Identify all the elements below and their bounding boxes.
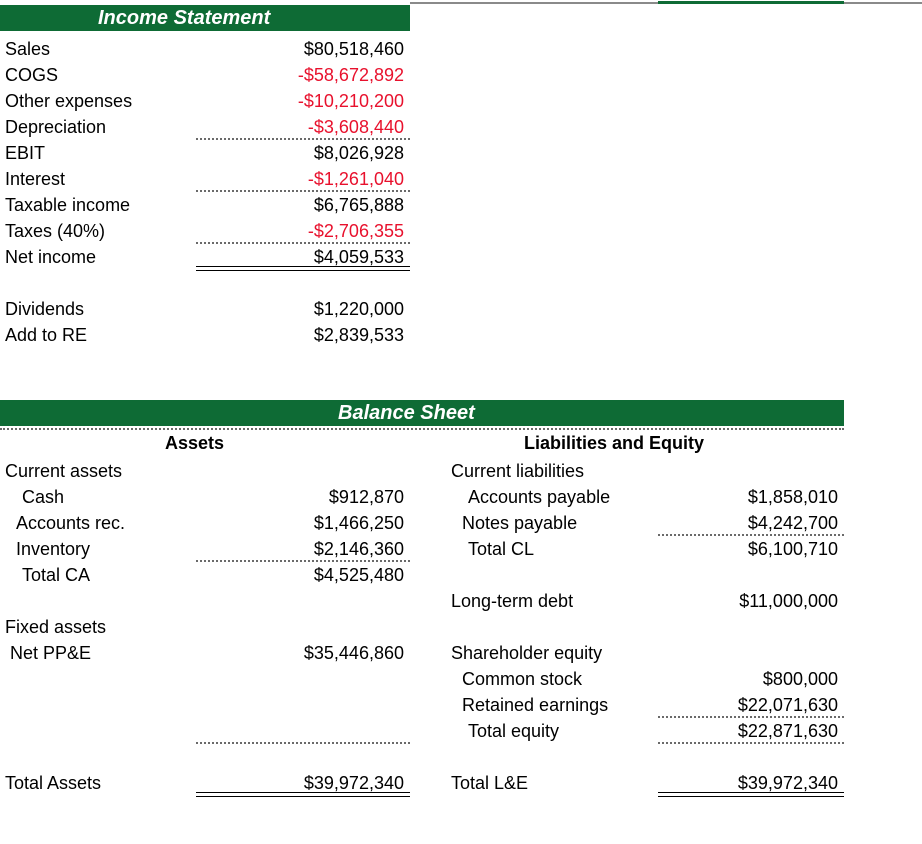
notes-payable-value: $4,242,700 — [747, 513, 838, 533]
accounts-payable-label: Accounts payable — [468, 487, 611, 507]
sales-value: $80,518,460 — [303, 39, 404, 59]
long-term-debt-value: $11,000,000 — [739, 591, 838, 611]
interest-label: Interest — [5, 169, 66, 189]
net-income-label: Net income — [5, 247, 97, 267]
cogs-label: COGS — [5, 65, 59, 85]
total-assets-value: $39,972,340 — [303, 773, 404, 793]
assets-blank-underline — [196, 742, 410, 744]
taxes-label: Taxes (40%) — [5, 221, 106, 241]
net-ppe-value: $35,446,860 — [303, 643, 404, 663]
current-liabilities-label: Current liabilities — [451, 461, 585, 481]
cogs-value: -$58,672,892 — [297, 65, 404, 85]
accounts-rec-label: Accounts rec. — [16, 513, 126, 533]
balance-sheet-title: Balance Sheet — [338, 402, 475, 424]
total-cl-label: Total CL — [468, 539, 535, 559]
top-border-green — [658, 1, 844, 4]
total-assets-double-underline — [196, 792, 410, 797]
depreciation-value: -$3,608,440 — [307, 117, 404, 137]
total-assets-label: Total Assets — [5, 773, 102, 793]
interest-underline — [196, 190, 410, 192]
fixed-assets-label: Fixed assets — [5, 617, 107, 637]
current-assets-label: Current assets — [5, 461, 123, 481]
cash-label: Cash — [22, 487, 65, 507]
taxable-income-label: Taxable income — [5, 195, 131, 215]
ebit-value: $8,026,928 — [313, 143, 404, 163]
assets-header: Assets — [165, 433, 225, 453]
retained-earnings-value: $22,071,630 — [737, 695, 838, 715]
sales-label: Sales — [5, 39, 51, 59]
notes-payable-underline — [658, 534, 844, 536]
total-le-label: Total L&E — [451, 773, 529, 793]
top-border-left — [410, 2, 658, 4]
depreciation-underline — [196, 138, 410, 140]
ebit-label: EBIT — [5, 143, 46, 163]
taxes-underline — [196, 242, 410, 244]
top-border-right — [844, 2, 922, 4]
net-income-value: $4,059,533 — [313, 247, 404, 267]
total-le-value: $39,972,340 — [737, 773, 838, 793]
liabilities-equity-header: Liabilities and Equity — [524, 433, 705, 453]
inventory-underline — [196, 560, 410, 562]
total-equity-value: $22,871,630 — [737, 721, 838, 741]
add-to-re-value: $2,839,533 — [313, 325, 404, 345]
shareholder-equity-label: Shareholder equity — [451, 643, 603, 663]
long-term-debt-label: Long-term debt — [451, 591, 574, 611]
total-le-double-underline — [658, 792, 844, 797]
total-equity-underline — [658, 742, 844, 744]
retained-earnings-label: Retained earnings — [462, 695, 609, 715]
add-to-re-label: Add to RE — [5, 325, 88, 345]
other-expenses-value: -$10,210,200 — [297, 91, 404, 111]
net-income-double-underline — [196, 266, 410, 271]
total-equity-label: Total equity — [468, 721, 560, 741]
inventory-value: $2,146,360 — [313, 539, 404, 559]
net-ppe-label: Net PP&E — [10, 643, 92, 663]
common-stock-label: Common stock — [462, 669, 583, 689]
depreciation-label: Depreciation — [5, 117, 107, 137]
notes-payable-label: Notes payable — [462, 513, 578, 533]
retained-earnings-underline — [658, 716, 844, 718]
balance-sheet-banner — [0, 400, 844, 426]
total-ca-value: $4,525,480 — [313, 565, 404, 585]
balance-sheet-header-underline — [0, 428, 844, 430]
income-statement-title: Income Statement — [98, 7, 271, 29]
total-cl-value: $6,100,710 — [747, 539, 838, 559]
income-statement-banner — [0, 5, 410, 31]
common-stock-value: $800,000 — [762, 669, 838, 689]
accounts-rec-value: $1,466,250 — [313, 513, 404, 533]
total-ca-label: Total CA — [22, 565, 91, 585]
dividends-value: $1,220,000 — [313, 299, 404, 319]
other-expenses-label: Other expenses — [5, 91, 133, 111]
interest-value: -$1,261,040 — [307, 169, 404, 189]
inventory-label: Inventory — [16, 539, 91, 559]
cash-value: $912,870 — [328, 487, 404, 507]
accounts-payable-value: $1,858,010 — [747, 487, 838, 507]
dividends-label: Dividends — [5, 299, 85, 319]
taxable-income-value: $6,765,888 — [313, 195, 404, 215]
taxes-value: -$2,706,355 — [307, 221, 404, 241]
